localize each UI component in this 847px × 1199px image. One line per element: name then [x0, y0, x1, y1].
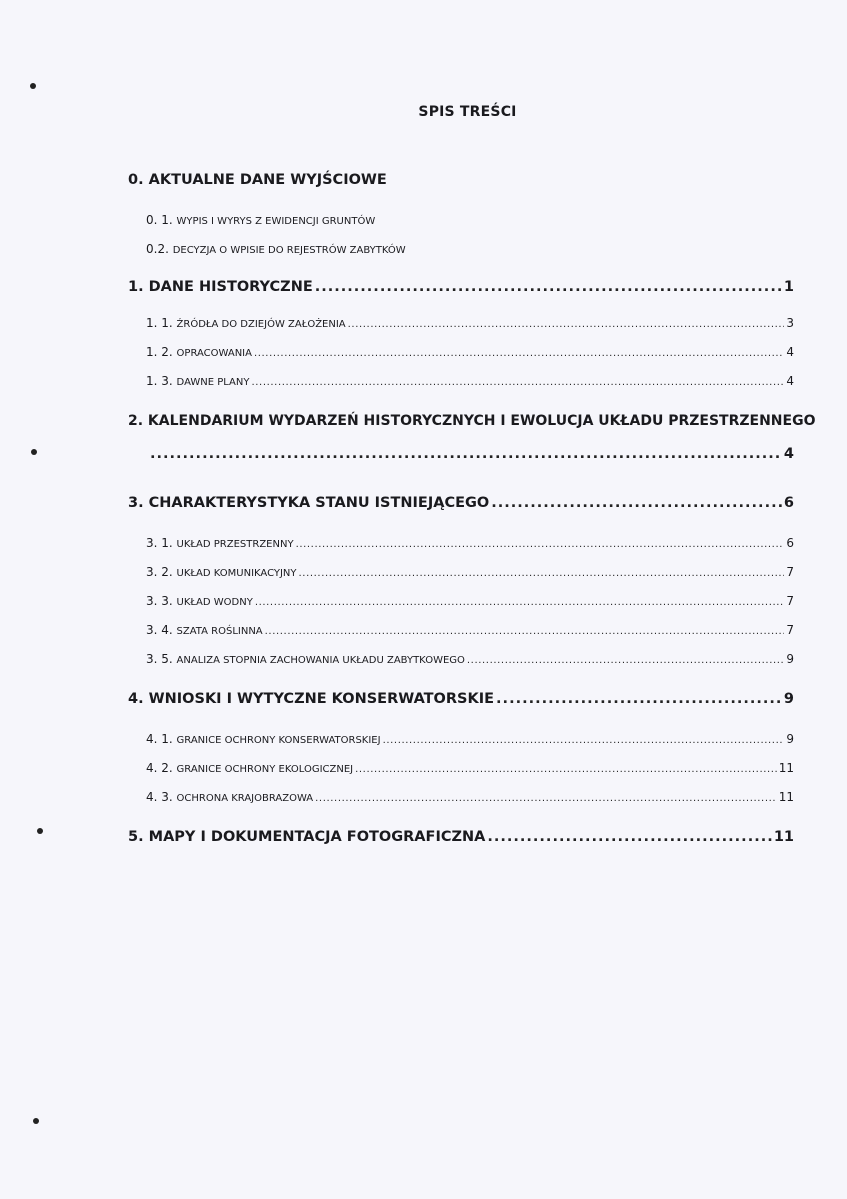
toc-section-0[interactable]: [128, 172, 794, 188]
toc-label: OCHRONA KRAJOBRAZOWA: [176, 793, 314, 804]
dot-leader: [255, 597, 785, 608]
toc-page-number: 9: [786, 732, 794, 746]
dot-leader: [150, 446, 782, 462]
toc-item-1-2[interactable]: [146, 345, 794, 359]
dot-leader: [491, 495, 782, 511]
toc-section-3[interactable]: [128, 495, 794, 511]
toc-label: GRANICE OCHRONY KONSERWATORSKIEJ: [176, 735, 381, 746]
dot-leader: [299, 568, 785, 579]
toc-label: OPRACOWANIA: [176, 348, 252, 359]
toc-page-number: 1: [783, 279, 794, 295]
punch-hole-mark: [37, 828, 43, 834]
toc-page-number: 7: [786, 565, 794, 579]
punch-hole-mark: [30, 83, 36, 89]
toc-number: 0. 1.: [146, 213, 173, 227]
toc-number: 1. 1.: [146, 316, 173, 330]
punch-hole-mark: [33, 1118, 39, 1124]
toc-item-4-2[interactable]: [146, 761, 794, 775]
dot-leader: [254, 348, 784, 359]
dot-leader: [348, 319, 785, 330]
toc-item-3-3[interactable]: [146, 594, 794, 608]
toc-label: 0. AKTUALNE DANE WYJŚCIOWE: [128, 172, 387, 188]
toc-label: GRANICE OCHRONY EKOLOGICZNEJ: [176, 764, 354, 775]
toc-page-number: 11: [778, 790, 794, 804]
toc-number: 3. 4.: [146, 623, 173, 637]
toc-item-1-3[interactable]: [146, 374, 794, 388]
toc-page-number: 9: [786, 652, 794, 666]
toc-number: 3. 5.: [146, 652, 173, 666]
toc-page-number: 4: [786, 345, 794, 359]
toc-label: UKŁAD KOMUNIKACYJNY: [176, 568, 297, 579]
toc-item-3-4[interactable]: [146, 623, 794, 637]
toc-label: 4. WNIOSKI I WYTYCZNE KONSERWATORSKIE: [128, 691, 495, 707]
toc-label: ŹRÓDŁA DO DZIEJÓW ZAŁOŻENIA: [176, 319, 346, 330]
toc-number: 1. 3.: [146, 374, 173, 388]
toc-item-0-2[interactable]: [146, 242, 794, 256]
dot-leader: [252, 377, 785, 388]
toc-number: 3. 2.: [146, 565, 173, 579]
toc-label: DECYZJA O WPISIE DO REJESTRÓW ZABYTKÓW: [172, 245, 406, 256]
toc-item-4-3[interactable]: [146, 790, 794, 804]
toc-section-4[interactable]: [128, 691, 794, 707]
dot-leader: [315, 793, 777, 804]
dot-leader: [265, 626, 785, 637]
toc-section-2-leader[interactable]: [150, 446, 794, 462]
toc-number: 4. 2.: [146, 761, 173, 775]
dot-leader: [315, 279, 782, 295]
dot-leader: [355, 764, 777, 775]
toc-item-4-1[interactable]: [146, 732, 794, 746]
toc-item-3-5[interactable]: [146, 652, 794, 666]
punch-hole-mark: [31, 449, 37, 455]
toc-label: 1. DANE HISTORYCZNE: [128, 279, 313, 295]
toc-item-0-1[interactable]: [146, 213, 794, 227]
toc-page-number: 3: [786, 316, 794, 330]
toc-label: 2. KALENDARIUM WYDARZEŃ HISTORYCZNYCH I EWOLUCJA UKŁADU PRZESTRZENNEGO: [128, 413, 816, 429]
toc-number: 1. 2.: [146, 345, 173, 359]
toc-label: ANALIZA STOPNIA ZACHOWANIA UKŁADU ZABYTKOWEGO: [176, 655, 465, 666]
toc-label: 5. MAPY I DOKUMENTACJA FOTOGRAFICZNA: [128, 829, 486, 845]
toc-item-3-1[interactable]: [146, 536, 794, 550]
toc-number: 4. 3.: [146, 790, 173, 804]
toc-label: 3. CHARAKTERYSTYKA STANU ISTNIEJĄCEGO: [128, 495, 490, 511]
toc-label: UKŁAD WODNY: [176, 597, 253, 608]
toc-number: 4. 1.: [146, 732, 173, 746]
page-title: SPIS TREŚCI: [418, 104, 517, 120]
toc-page-number: 9: [783, 691, 794, 707]
toc-item-1-1[interactable]: [146, 316, 794, 330]
toc-label: UKŁAD PRZESTRZENNY: [176, 539, 294, 550]
toc-section-5[interactable]: [128, 829, 794, 845]
dot-leader: [467, 655, 784, 666]
dot-leader: [496, 691, 782, 707]
toc-item-3-2[interactable]: [146, 565, 794, 579]
toc-page-number: 11: [773, 829, 794, 845]
toc-page-number: 7: [786, 623, 794, 637]
toc-page-number: 11: [778, 761, 794, 775]
toc-page-number: 6: [786, 536, 794, 550]
toc-page-number: 4: [786, 374, 794, 388]
toc-page-number: 6: [783, 495, 794, 511]
toc-number: 0.2.: [146, 242, 169, 256]
toc-page-number: 4: [783, 446, 794, 462]
toc-number: 3. 1.: [146, 536, 173, 550]
dot-leader: [383, 735, 785, 746]
dot-leader: [296, 539, 785, 550]
toc-page-number: 7: [786, 594, 794, 608]
dot-leader: [487, 829, 771, 845]
toc-section-2[interactable]: [128, 413, 816, 429]
toc-label: SZATA ROŚLINNA: [176, 626, 263, 637]
toc-label: DAWNE PLANY: [176, 377, 250, 388]
toc-section-1[interactable]: [128, 279, 794, 295]
toc-label: WYPIS I WYRYS Z EWIDENCJI GRUNTÓW: [176, 216, 376, 227]
toc-number: 3. 3.: [146, 594, 173, 608]
